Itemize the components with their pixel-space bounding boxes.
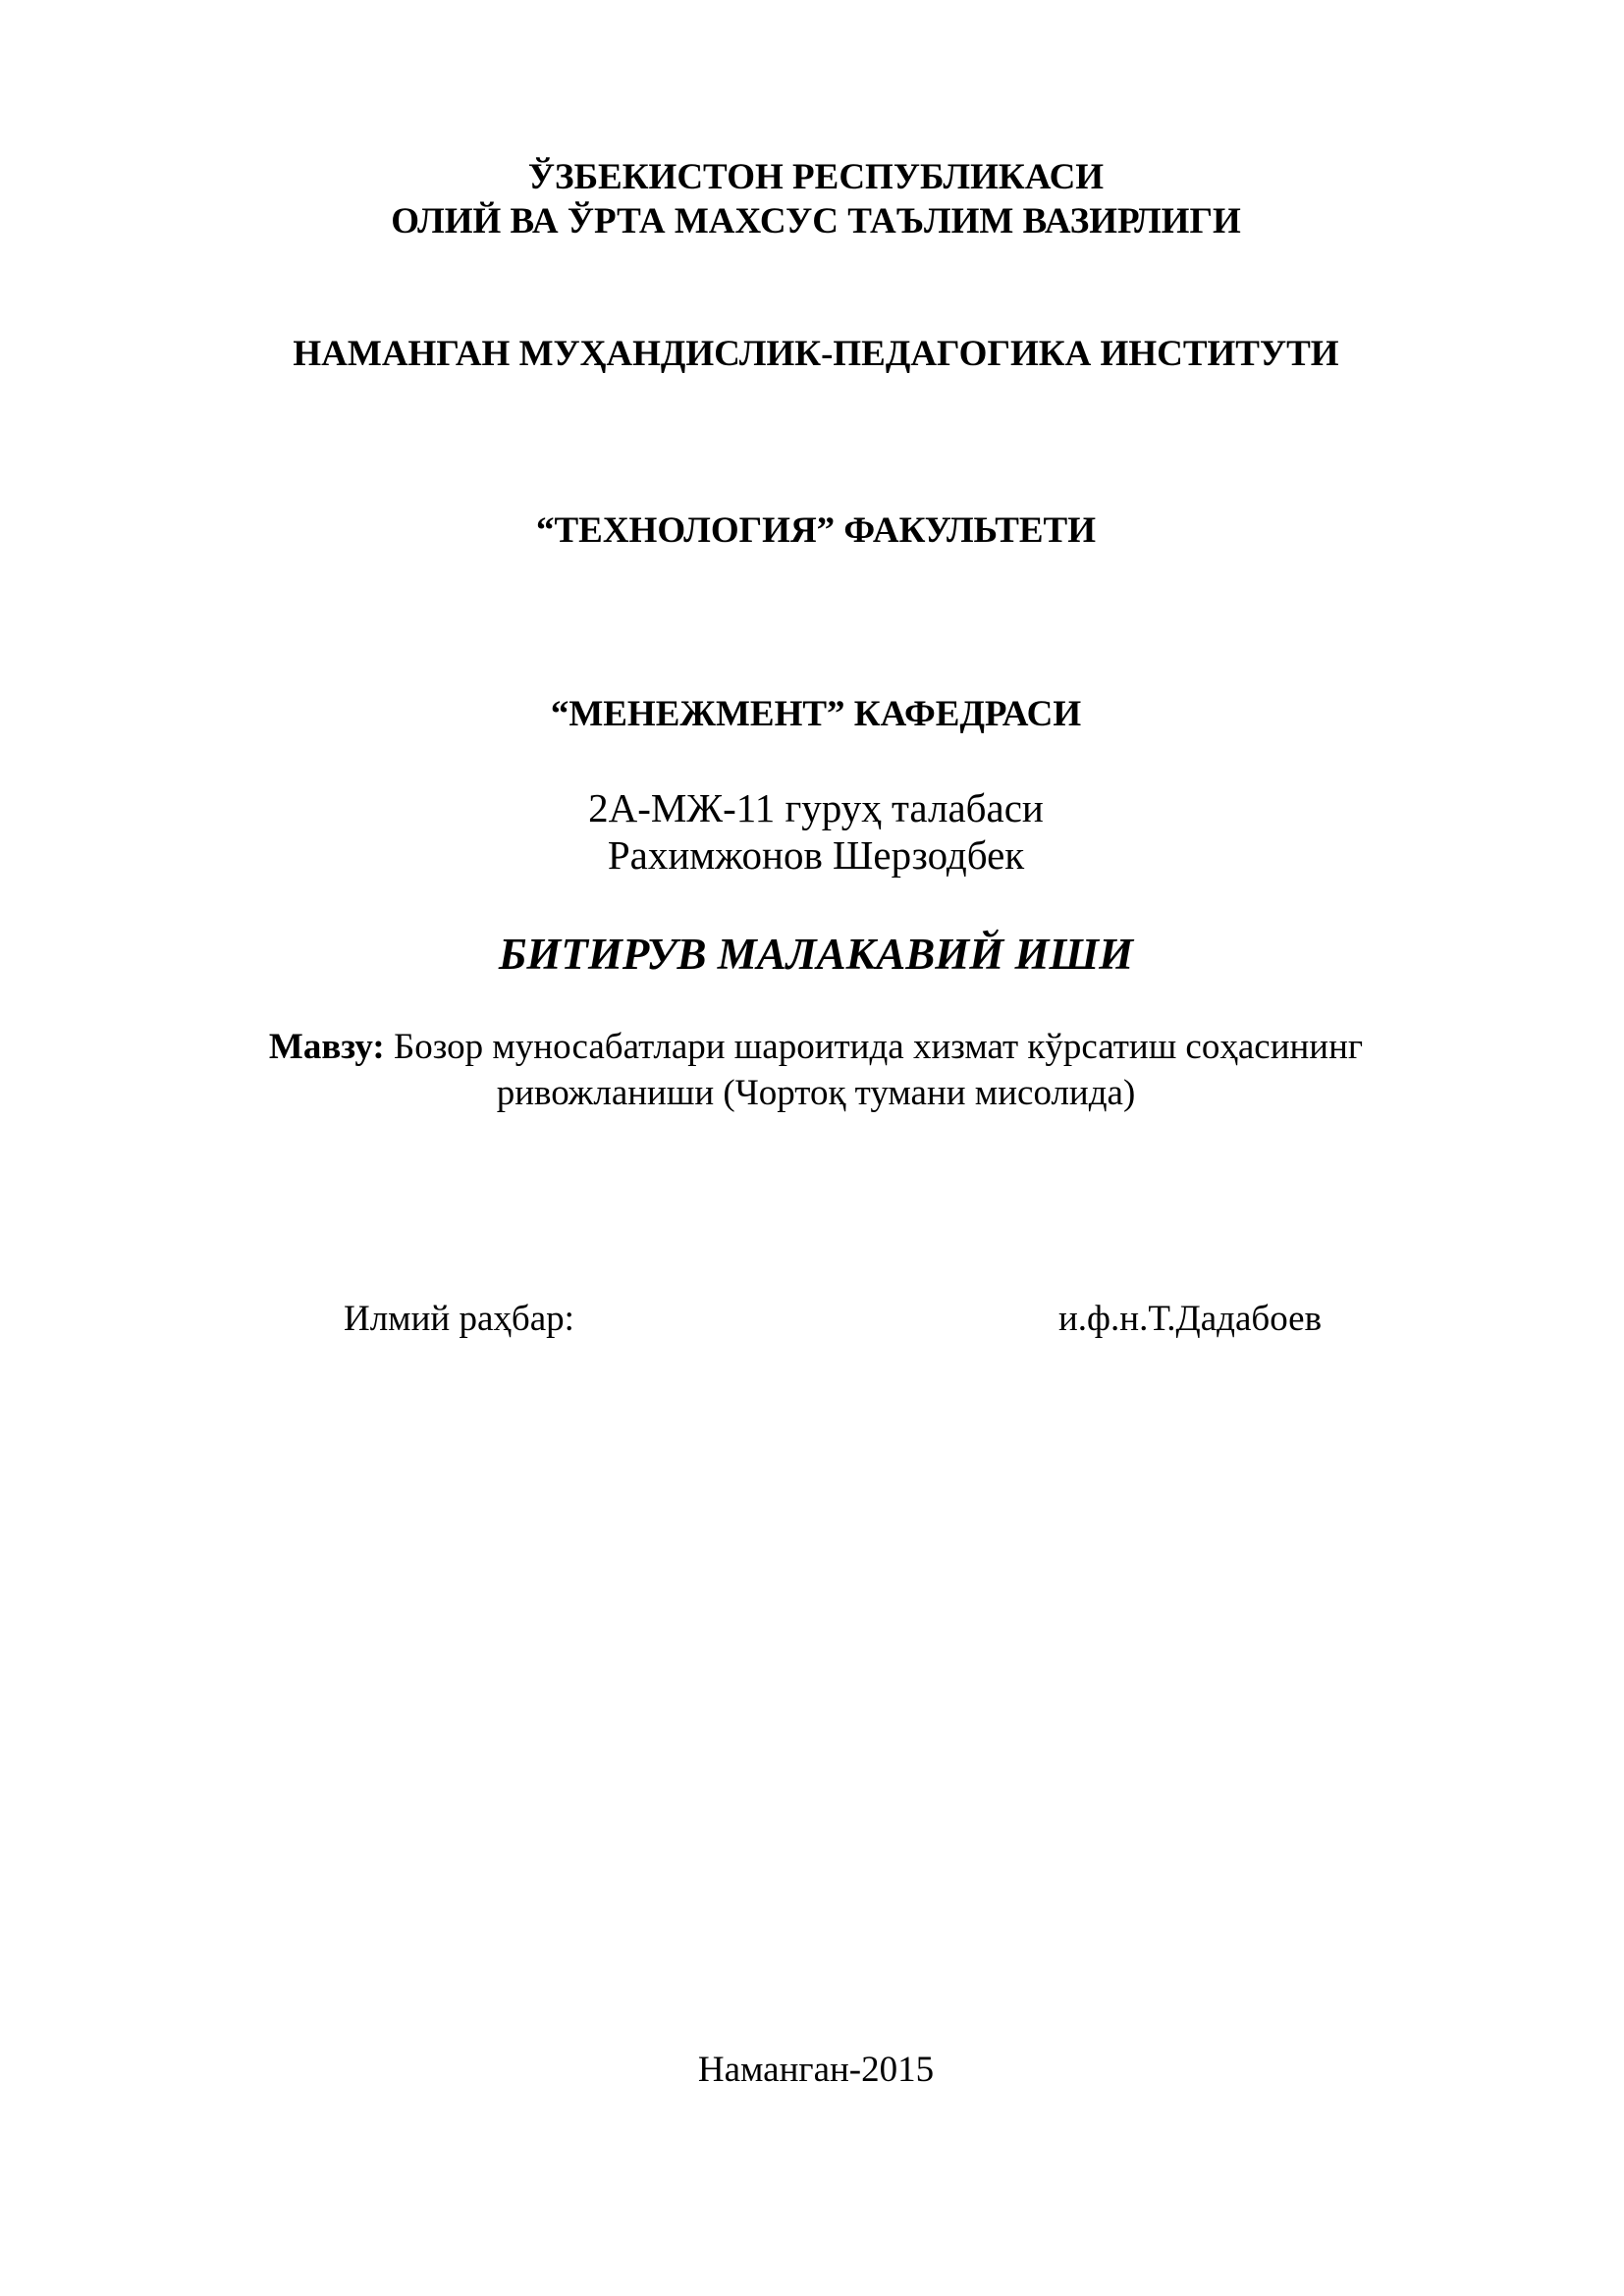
work-title: БИТИРУВ МАЛАКАВИЙ ИШИ <box>498 930 1134 979</box>
header-republic: ЎЗБЕКИСТОН РЕСПУБЛИКАСИ <box>527 157 1105 197</box>
supervisor-name: и.ф.н.Т.Дадабоев <box>1058 1299 1323 1339</box>
student-group: 2А-МЖ-11 гуруҳ талабаси <box>588 785 1044 830</box>
faculty-name: “ТЕХНОЛОГИЯ” ФАКУЛЬТЕТИ <box>535 510 1097 551</box>
topic-text-1: Бозор муносабатлари шароитида хизмат кўрсатиш соҳасининг <box>384 1027 1364 1067</box>
student-name: Рахимжонов Шерзодбек <box>607 832 1025 878</box>
topic-line-1 <box>4 1029 1624 1065</box>
supervisor-label: Илмий раҳбар: <box>344 1299 574 1339</box>
header-ministry: ОЛИЙ ВА ЎРТА МАХСУС ТАЪЛИМ ВАЗИРЛИГИ <box>391 201 1241 241</box>
topic-line-2: ривожланиши (Чортоқ тумани мисолида) <box>496 1073 1136 1113</box>
department-name: “МЕНЕЖМЕНТ” КАФЕДРАСИ <box>550 694 1082 734</box>
institute-name: НАМАНГАН МУҲАНДИСЛИК-ПЕДАГОГИКА ИНСТИТУТИ <box>293 334 1339 374</box>
footer-city-year: Наманган-2015 <box>697 2050 935 2090</box>
topic-label: Мавзу: <box>268 1027 385 1067</box>
